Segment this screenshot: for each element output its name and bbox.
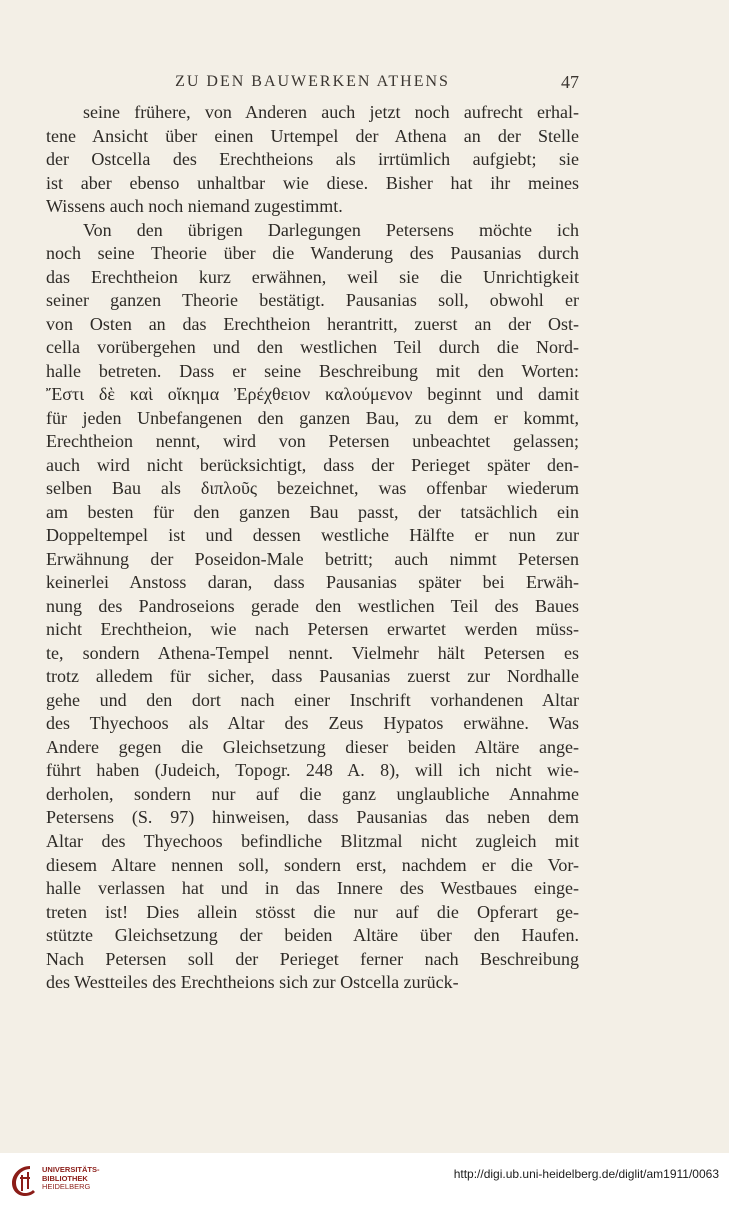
text-line: Erwähnung der Poseidon-Male betritt; auch nimmt Petersen bbox=[46, 548, 579, 569]
body-text bbox=[46, 101, 579, 995]
page-header bbox=[46, 70, 579, 94]
text-line: nicht Erechtheion, wie nach Petersen erwartet werden müss- bbox=[46, 619, 579, 640]
text-line: tene Ansicht über einen Urtempel der Athena an der Stelle bbox=[46, 125, 579, 146]
text-line: am besten für den ganzen Bau passt, der tatsächlich ein bbox=[46, 501, 579, 522]
library-logo-icon bbox=[8, 1163, 38, 1199]
text-line: seiner ganzen Theorie bestätigt. Pausanias soll, obwohl er bbox=[46, 290, 579, 311]
text-line: des Westteiles des Erechtheions sich zur Ostcella zurück- bbox=[46, 972, 459, 993]
text-line: trotz alledem für sicher, dass Pausanias zuerst zur Nordhalle bbox=[46, 666, 579, 687]
text-line: führt haben (Judeich, Topogr. 248 A. 8), will ich nicht wie- bbox=[46, 760, 579, 781]
library-name-line2: BIBLIOTHEK bbox=[42, 1173, 88, 1183]
text-line: nung des Pandroseions gerade den westlichen Teil des Baues bbox=[46, 595, 579, 616]
library-name-line1: UNIVERSITÄTS- bbox=[42, 1165, 100, 1174]
text-line: treten ist! Dies allein stösst die nur auf die Opferart ge- bbox=[46, 901, 579, 922]
text-line: von Osten an das Erechtheion herantritt, zuerst an der Ost- bbox=[46, 313, 579, 334]
running-title: ZU DEN BAUWERKEN ATHENS bbox=[175, 73, 450, 90]
text-line: stützte Gleichsetzung der beiden Altäre über den Haufen. bbox=[46, 925, 579, 946]
text-line: te, sondern Athena-Tempel nennt. Vielmehr hält Petersen es bbox=[46, 642, 579, 663]
text-line: Ἔστι δὲ καὶ οἴκημα Ἐρέχθειον καλούμενον beginnt und damit bbox=[46, 384, 579, 405]
text-line: des Thyechoos als Altar des Zeus Hypatos erwähne. Was bbox=[46, 713, 579, 734]
footer-bar bbox=[0, 1153, 729, 1207]
text-line: das Erechtheion kurz erwähnen, weil sie die Unrichtigkeit bbox=[46, 266, 579, 287]
page-number: 47 bbox=[561, 72, 579, 92]
text-line: keinerlei Anstoss daran, dass Pausanias später bei Erwäh- bbox=[46, 572, 579, 593]
text-line: halle betreten. Dass er seine Beschreibung mit den Worten: bbox=[46, 360, 579, 381]
text-line: der Ostcella des Erechtheions als irrtümlich aufgiebt; sie bbox=[46, 149, 579, 170]
text-line: diesem Altare nennen soll, sondern erst, nachdem er die Vor- bbox=[46, 854, 579, 875]
text-line: seine frühere, von Anderen auch jetzt noch aufrecht erhal- bbox=[83, 102, 579, 122]
text-line: selben Bau als διπλοῦς bezeichnet, was offenbar wiederum bbox=[46, 478, 579, 499]
text-line: noch seine Theorie über die Wanderung des Pausanias durch bbox=[46, 243, 579, 264]
text-line: derholen, sondern nur auf die ganz unglaubliche Annahme bbox=[46, 783, 579, 804]
text-line: ist aber ebenso unhaltbar wie diese. Bisher hat ihr meines bbox=[46, 172, 579, 193]
text-line: Nach Petersen soll der Perieget ferner nach Beschreibung bbox=[46, 948, 579, 969]
text-line: cella vorübergehen und den westlichen Teil durch die Nord- bbox=[46, 337, 579, 358]
library-name-line3: HEIDELBERG bbox=[42, 1182, 91, 1191]
text-line: auch wird nicht berücksichtigt, dass der Perieget später den- bbox=[46, 454, 579, 475]
source-url[interactable]: http://digi.ub.uni-heidelberg.de/diglit/am1911/0063 bbox=[453, 1167, 719, 1181]
text-line: Andere gegen die Gleichsetzung dieser beiden Altäre ange- bbox=[46, 736, 579, 757]
text-line: Doppeltempel ist und dessen westliche Hälfte er nun zur bbox=[46, 525, 579, 546]
library-name bbox=[42, 1166, 100, 1192]
text-line: halle verlassen hat und in das Innere des Westbaues einge- bbox=[46, 878, 579, 899]
text-line: Petersens (S. 97) hinweisen, dass Pausanias das neben dem bbox=[46, 807, 579, 828]
text-line: Altar des Thyechoos befindliche Blitzmal nicht zugleich mit bbox=[46, 830, 579, 851]
text-line: für jeden Unbefangenen den ganzen Bau, zu dem er kommt, bbox=[46, 407, 579, 428]
text-line: gehe und den dort nach einer Inschrift vorhandenen Altar bbox=[46, 689, 579, 710]
text-line: Von den übrigen Darlegungen Petersens möchte ich bbox=[83, 219, 579, 240]
text-line: Erechtheion nennt, wird von Petersen unbeachtet gelassen; bbox=[46, 431, 579, 452]
text-line: Wissens auch noch niemand zugestimmt. bbox=[46, 196, 343, 217]
